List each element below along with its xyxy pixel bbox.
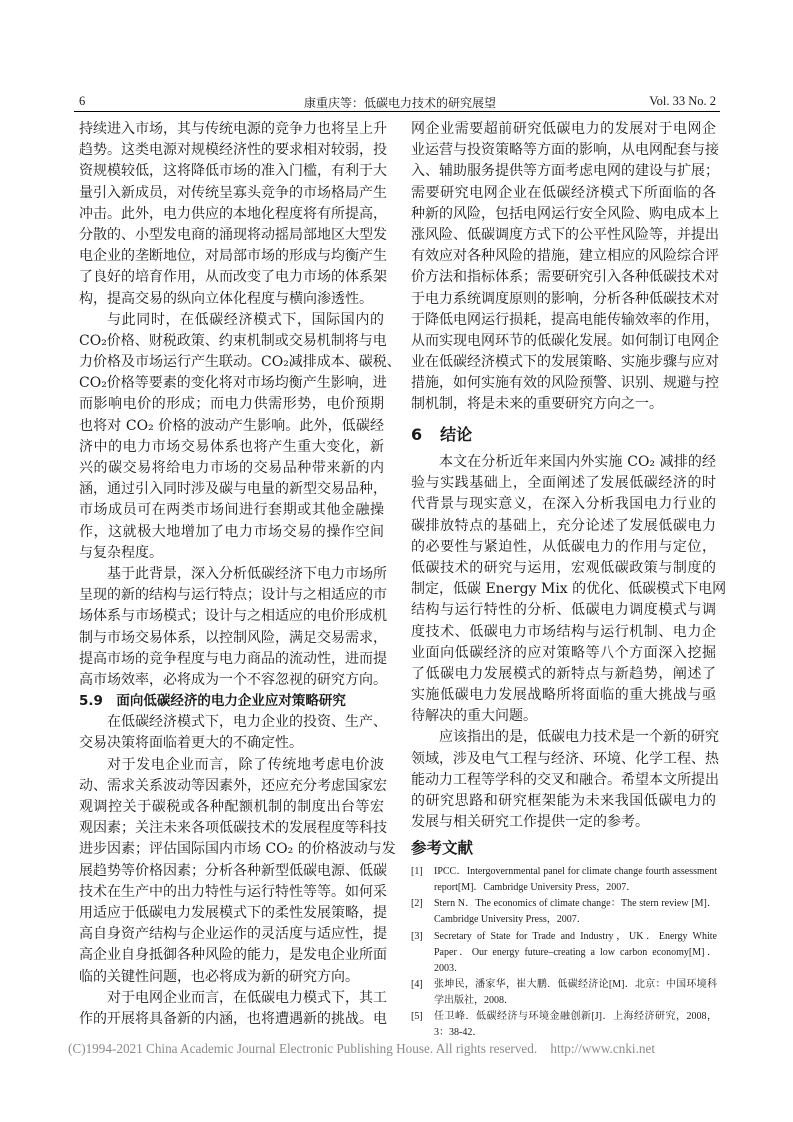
- text-line: 在低碳经济模式下，电力企业的投资、生产、: [107, 714, 387, 731]
- paragraph: [411, 727, 719, 833]
- text-line: 结构与运行特性的分析、低碳电力调度模式与调: [411, 602, 716, 619]
- text-line: 场体系与市场模式；设计与之相适应的电价形成机: [79, 608, 387, 625]
- text-line: 有效应对各种风险的措施，建立相应的风险综合评: [411, 248, 719, 265]
- reference-item: [411, 864, 717, 896]
- text-line: 高自身资产结构与企业运作的灵活度与适应性，提: [79, 926, 387, 943]
- text-line: 与此同时，在低碳经济模式下，国际国内的: [107, 311, 384, 328]
- text-line: 持续进入市场，其与传统电源的竞争力也将呈上升: [79, 121, 387, 137]
- text-line: 网企业需要超前研究低碳电力的发展对于电网企: [411, 121, 716, 137]
- text-line: 市场成员可在两类市场间进行套期或其他金融操: [79, 502, 384, 519]
- paragraph: [411, 119, 719, 416]
- text-line: 而影响电价的形成；而电力供需形势，电价预期: [79, 396, 384, 413]
- text-line: 也将对 CO₂ 价格的波动产生影响。此外，低碳经: [79, 417, 384, 434]
- text-line: CO₂价格等要素的变化将对市场均衡产生影响，进: [79, 375, 387, 392]
- text-line: 技术在生产中的出力特性与运行特性等等。如何采: [79, 883, 387, 900]
- text-line: 业面向低碳经济的应对策略等八个方面深入挖掘: [411, 644, 716, 661]
- text-line: 应该指出的是，低碳电力技术是一个新的研究: [439, 729, 719, 746]
- paragraph: [79, 564, 387, 691]
- text-line: 济中的电力市场交易体系也将产生重大变化，新: [79, 438, 384, 455]
- header-rule: [74, 111, 720, 112]
- page-number: 6: [79, 94, 86, 108]
- text-line: 与复杂程度。: [79, 544, 163, 561]
- journal-volume: Vol. 33 No. 2: [649, 94, 716, 108]
- text-line: 业在低碳经济模式下的发展策略、实施步骤与应对: [411, 354, 719, 371]
- text-line: 作，这就极大地增加了电力市场交易的操作空间: [79, 523, 384, 540]
- text-line: 作的开展将具备新的内涵，也将遭遇新的挑战。电: [79, 1010, 387, 1027]
- paragraph: [79, 988, 387, 1030]
- text-line: 需要研究电网企业在低碳经济模式下所面临的各: [411, 184, 716, 201]
- text-line: 验与实践基础上，全面阐述了发展低碳经济的时: [411, 475, 716, 492]
- reference-number: [2]: [411, 898, 423, 910]
- text-line: 观调控关于碳税或各种配额机制的制度出台等宏: [79, 799, 384, 815]
- left-column: [79, 119, 401, 1030]
- text-line: 本文在分析近年来国内外实施 CO₂ 减排的经: [439, 454, 716, 470]
- text-line: 提高市场的竞争程度与电力商品的流动性，进而提: [79, 650, 387, 667]
- reference-item: [411, 977, 717, 1009]
- text-line: 措施，如何实施有效的风险预警、识别、规避与控: [411, 375, 719, 392]
- text-line: 分散的、小型发电商的涌现将动摇局部地区大型发: [79, 226, 387, 243]
- text-line: 的研究思路和研究框架能为未来我国低碳电力的: [411, 793, 716, 809]
- text-line: 动、需求关系波动等因素外，还应充分考虑国家宏: [79, 777, 387, 794]
- text-line: 力价格及市场运行产生联动。CO₂减排成本、碳税、: [79, 354, 401, 371]
- text-line: 于降低电网运行损耗，提高电能传输效率的作用，: [411, 311, 719, 328]
- text-line: 代背景与现实意义，在深入分析我国电力行业的: [411, 496, 716, 513]
- text-line: 资规模较低，这将降低市场的准入门槛，有利于大: [79, 163, 387, 180]
- reference-number: [1]: [411, 866, 423, 877]
- text-line: 交易决策将面临着更大的不确定性。: [79, 735, 303, 752]
- text-line: CO₂价格、财税政策、约束机制或交易机制将与电: [79, 332, 387, 349]
- section-heading-conclusion: [411, 422, 490, 445]
- text-line: 呈现的新的结构与运行特点；设计与之相适应的市: [79, 587, 387, 604]
- right-column-bottom: [411, 452, 727, 833]
- text-line: 对于发电企业而言，除了传统地考虑电价波: [107, 756, 384, 773]
- text-line: 制定，低碳 Energy Mix 的优化、低碳模式下电网: [411, 581, 727, 598]
- text-line: 趋势。这类电源对规模经济性的要求相对较弱，投: [79, 142, 387, 159]
- text-line: 量引入新成员，对传统呈寡头竞争的市场格局产生: [79, 184, 387, 201]
- copyright-text: (C)1994-2021 China Academic Journal Electronic Publishing House. All rights reserved.: [68, 1041, 538, 1056]
- reference-text: 张坤民，潘家华，崔大鹏．低碳经济论[M]．北京：中国环境科学出版社，2008．: [434, 978, 717, 1006]
- text-line: 高市场效率，必将成为一个不容忽视的研究方向。: [79, 671, 387, 688]
- paragraph: [79, 310, 401, 564]
- right-column-top: [411, 119, 719, 416]
- text-line: 领域，涉及电气工程与经济、环境、化学工程、热: [411, 750, 719, 767]
- text-line: 了良好的培育作用，从而改变了电力市场的体系架: [79, 269, 387, 286]
- footer-url[interactable]: http://www.cnki.net: [550, 1041, 655, 1056]
- text-line: 低碳技术的研究与运用，宏观低碳政策与制度的: [411, 559, 716, 576]
- copyright-footer: [68, 1041, 655, 1057]
- paragraph: [79, 712, 387, 754]
- text-line: 度技术、低碳电力市场结构与运行机制、电力企: [411, 623, 716, 640]
- reference-text: IPCC．Intergovernmental panel for climate change fourth assessment report[M]．Cambridge University Press，2007．: [434, 866, 717, 893]
- reference-number: [5]: [411, 1011, 423, 1023]
- reference-item: [411, 1009, 717, 1041]
- reference-text: Stern N．The economics of climate change：The stern review [M]．Cambridge University Press，2007．: [434, 898, 717, 926]
- references-heading: 参考文献: [411, 839, 474, 857]
- running-title: 康重庆等：低碳电力技术的研究展望: [303, 96, 496, 110]
- section-heading: 5.9 面向低碳经济的电力企业应对策略研究: [79, 693, 346, 710]
- text-line: 种新的风险，包括电网运行安全风险、购电成本上: [411, 205, 719, 222]
- text-line: 发展与相关研究工作提供一定的参考。: [411, 814, 649, 831]
- text-line: 临的关键性问题，也必将成为新的研究方向。: [79, 968, 359, 985]
- section-number: 6: [411, 425, 423, 444]
- reference-text: 任卫峰．低碳经济与环境金融创新[J]．上海经济研究，2008，3：38-42．: [434, 1011, 717, 1039]
- section-title: 结论: [440, 425, 473, 444]
- text-line: 碳排放特点的基础上，充分论述了发展低碳电力: [411, 517, 716, 534]
- text-line: 对于电网企业而言，在低碳电力模式下，其工: [107, 989, 387, 1006]
- paragraph: [411, 452, 727, 727]
- text-line: 制与市场交易体系，以控制风险，满足交易需求，: [79, 629, 387, 646]
- text-line: 高企业自身抵御各种风险的能力，是发电企业所面: [79, 947, 387, 964]
- text-line: 入、辅助服务提供等方面考虑电网的建设与扩展；: [411, 163, 719, 180]
- text-line: 实施低碳电力发展战略所将面临的重大挑战与亟: [411, 687, 716, 704]
- text-line: 构，提高交易的纵向立体化程度与横向渗透性。: [79, 290, 373, 307]
- reference-item: [411, 896, 717, 928]
- text-line: 待解决的重大问题。: [411, 708, 537, 725]
- text-line: 制机制，将是未来的重要研究方向之一。: [411, 396, 663, 413]
- text-line: 价方法和指标体系；需要研究引入各种低碳技术对: [411, 269, 719, 286]
- text-line: 涵，通过引入同时涉及碳与电量的新型交易品种，: [79, 481, 387, 498]
- paragraph: [79, 119, 387, 310]
- text-line: 观因素；关注未来各项低碳技术的发展程度等科技: [79, 820, 387, 837]
- text-line: 的必要性与紧迫性，从低碳电力的作用与定位，: [411, 538, 716, 555]
- reference-number: [3]: [411, 930, 423, 942]
- text-line: 于电力系统调度原则的影响，分析各种低碳技术对: [411, 290, 719, 307]
- text-line: 兴的碳交易将给电力市场的交易品种带来新的内: [79, 460, 384, 476]
- text-line: 涨风险、低碳调度方式下的公平性风险等，并提出: [411, 226, 719, 243]
- reference-item: [411, 929, 717, 977]
- text-line: 基于此背景，深入分析低碳经济下电力市场所: [107, 565, 387, 582]
- text-line: 进步因素；评估国际国内市场 CO₂ 的价格波动与发: [79, 841, 396, 858]
- text-line: 从而实现电网环节的低碳化发展。如何制订电网企: [411, 332, 719, 349]
- text-line: 能动力工程等学科的交叉和融合。希望本文所提出: [411, 771, 719, 788]
- paragraph: [79, 755, 396, 988]
- reference-list: [411, 864, 717, 1041]
- text-line: 电企业的垄断地位，对局部市场的形成与均衡产生: [79, 248, 387, 265]
- text-line: 冲击。此外，电力供应的本地化程度将有所提高，: [79, 205, 387, 222]
- text-line: 展趋势等价格因素；分析各种新型低碳电源、低碳: [79, 862, 387, 879]
- reference-number: [4]: [411, 978, 423, 990]
- text-line: 业运营与投资策略等方面的影响，从电网配套与接: [411, 142, 719, 159]
- text-line: 了低碳电力发展模式的新特点与新趋势，阐述了: [411, 665, 716, 682]
- text-line: 用适应于低碳电力发展模式下的柔性发展策略，提: [79, 904, 387, 921]
- reference-text: Secretary of State for Trade and Industry，UK．Energy White Paper．Our energy future–creating a low carbon economy[M]．2003．: [434, 930, 717, 974]
